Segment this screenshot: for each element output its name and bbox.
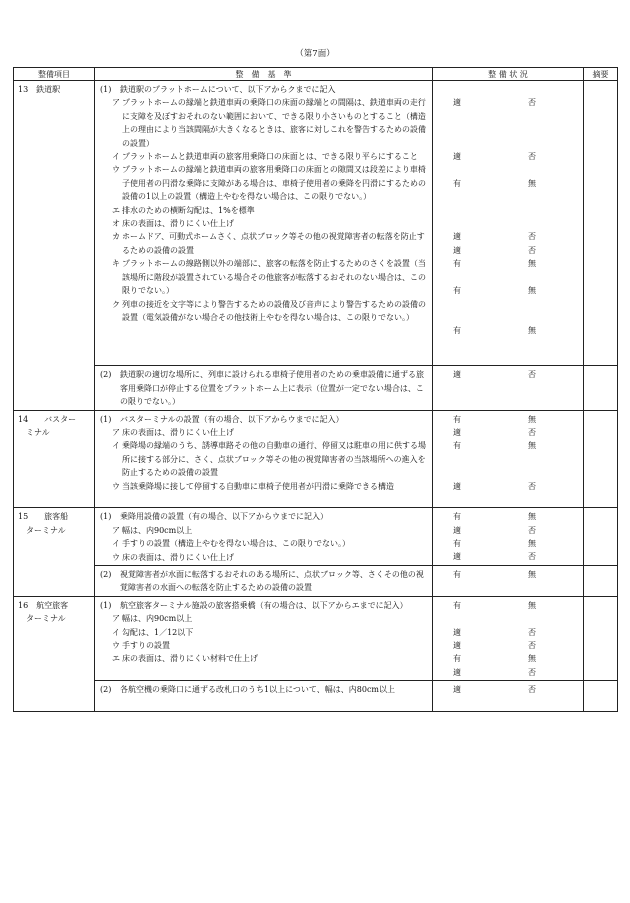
status-option-row [433, 439, 583, 479]
criteria-item-label: ア [112, 98, 120, 108]
criteria-item-text: 鉄道駅のプラットホームについて、以下アからクまでに記入 [120, 85, 336, 94]
criteria-item-text: ホームドア、可動式ホームさく、点状ブロック等その他の視覚障害者の転落を防止するための設備の設置 [122, 232, 425, 255]
status-option-negative: 無 [528, 512, 536, 522]
criteria-item-label: エ [112, 205, 120, 215]
criteria-item-label: ウ [112, 640, 120, 650]
criteria-item-label: ウ [112, 165, 120, 175]
criteria-item-text: 乗降場の縁端のうち、誘導車路その他の自動車の通行、停留又は駐車の用に供する場所に接する部分に、さく、点状ブロック等その他の視覚障害者の当該場所への進入を防止するための設備の設置 [122, 441, 426, 478]
status-option-negative: 無 [528, 285, 536, 295]
criteria-item [100, 368, 428, 408]
criteria-item [100, 413, 428, 426]
status-option-row [433, 96, 583, 150]
criteria-item-label: ア [112, 427, 120, 437]
status-option-negative: 否 [528, 667, 536, 677]
category-label: ターミナル [18, 525, 66, 535]
facility-checklist-table [13, 67, 618, 712]
category-label: ターミナル [18, 614, 66, 624]
status-option-positive: 適 [453, 627, 461, 637]
criteria-item-label: ウ [112, 552, 120, 562]
criteria-item-text: 床の表面は、滑りにくい仕上げ [122, 552, 234, 562]
status-option-row [433, 639, 583, 652]
table-row [14, 508, 618, 566]
criteria-item-text: 手すりの設置（構造上やむを得ない場合は、この限りでない。） [122, 539, 350, 549]
criteria-item-label: ク [112, 299, 120, 309]
status-cell [433, 410, 584, 508]
status-option-row [433, 626, 583, 639]
criteria-item-text: 各航空機の乗降口に通ずる改札口のうち1以上について、幅は、内80cm以上 [120, 685, 396, 695]
criteria-item [100, 551, 428, 564]
criteria-item-text: プラットホームと鉄道車両の旅客用乗降口の床面とは、できる限り平らにすること [122, 152, 418, 162]
criteria-item-label: イ [112, 627, 120, 637]
status-option-row [433, 683, 583, 710]
remarks-cell [584, 565, 618, 596]
status-option-negative: 否 [528, 640, 536, 650]
criteria-cell [95, 681, 433, 712]
status-option-row [433, 426, 583, 439]
status-option-row [433, 480, 583, 507]
status-option-positive: 有 [453, 512, 461, 522]
status-cell [433, 508, 584, 566]
criteria-item [100, 537, 428, 550]
header-remarks: 摘要 [584, 68, 618, 81]
criteria-item [100, 96, 428, 150]
criteria-cell [95, 366, 433, 410]
status-option-positive: 有 [453, 178, 461, 188]
status-option-row [433, 568, 583, 595]
status-option-negative: 無 [528, 600, 536, 610]
status-option-row [433, 510, 583, 523]
category-label: 16 航空旅客 [18, 600, 69, 610]
criteria-item [100, 83, 428, 96]
status-option-row [433, 413, 583, 426]
criteria-item [100, 257, 428, 297]
status-cell [433, 596, 584, 680]
status-option-positive: 適 [453, 525, 461, 535]
category-label: 14 バスター [18, 414, 77, 424]
criteria-item [100, 163, 428, 203]
status-option-row [433, 524, 583, 537]
status-option-negative: 無 [528, 569, 536, 579]
criteria-item-text: バスターミナルの設置（有の場合、以下アからウまでに記入） [120, 414, 344, 424]
table-row [14, 81, 618, 366]
status-option-positive: 適 [453, 232, 461, 242]
table-row [14, 565, 618, 596]
criteria-item-label: イ [112, 539, 120, 549]
status-option-row [433, 150, 583, 177]
criteria-item [100, 599, 428, 612]
status-option-row [433, 230, 583, 243]
category-label: 15 旅客船 [18, 512, 69, 522]
criteria-item-label: ア [112, 525, 120, 535]
criteria-item [100, 426, 428, 439]
criteria-item-label: オ [112, 219, 120, 229]
criteria-item [100, 652, 428, 665]
status-option-row [433, 257, 583, 284]
category-label: 13 鉄道駅 [18, 85, 61, 94]
status-option-row [433, 244, 583, 257]
status-option-positive: 有 [453, 569, 461, 579]
category-label: ミナル [18, 427, 50, 437]
status-option-row [433, 652, 583, 665]
criteria-item-label: イ [112, 441, 120, 451]
status-option-positive: 適 [453, 245, 461, 255]
remarks-cell [584, 596, 618, 680]
criteria-cell [95, 508, 433, 566]
criteria-item-label: (1) [100, 600, 112, 610]
status-option-negative: 否 [528, 685, 536, 695]
criteria-item-text: 排水のための横断勾配は、1%を標準 [122, 205, 255, 215]
status-option-negative: 否 [528, 151, 536, 161]
criteria-item-text: 幅は、内90cm以上 [122, 525, 193, 535]
criteria-item-label: (1) [100, 85, 112, 94]
criteria-item [100, 510, 428, 523]
status-cell [433, 366, 584, 410]
criteria-item [100, 150, 428, 163]
status-option-negative: 否 [528, 481, 536, 491]
status-option-negative: 否 [528, 525, 536, 535]
status-option-negative: 無 [528, 326, 536, 336]
status-option-negative: 否 [528, 552, 536, 562]
status-option-positive: 有 [453, 285, 461, 295]
status-option-negative: 無 [528, 414, 536, 424]
table-header-row [14, 68, 618, 81]
status-option-positive: 適 [453, 640, 461, 650]
criteria-item [100, 524, 428, 537]
criteria-item [100, 568, 428, 595]
criteria-item [100, 204, 428, 217]
criteria-item [100, 480, 428, 493]
table-row [14, 410, 618, 508]
remarks-cell [584, 681, 618, 712]
category-cell [14, 81, 95, 411]
status-option-negative: 否 [528, 627, 536, 637]
page-number: （第7面） [295, 49, 335, 59]
criteria-item [100, 683, 428, 696]
criteria-item-text: 幅は、内90cm以上 [122, 614, 193, 624]
status-option-row [433, 666, 583, 679]
criteria-item-label: カ [112, 232, 120, 242]
status-option-negative: 否 [528, 232, 536, 242]
table-row [14, 596, 618, 680]
criteria-item [100, 612, 428, 625]
status-option-negative: 無 [528, 178, 536, 188]
criteria-item-text: 乗降用設備の設置（有の場合、以下アからウまでに記入） [120, 512, 328, 522]
criteria-item-text: プラットホームの縁端と鉄道車両の旅客用乗降口の床面との隙間又は段差により車椅子使用者の円滑な乗降に支障がある場合は、車椅子使用者の乗降を円滑にするための設備の1以上の設置（構造上やむを得ない場合は、この限りでない。） [122, 165, 426, 202]
status-option-row [433, 284, 583, 324]
remarks-cell [584, 366, 618, 410]
criteria-item [100, 217, 428, 230]
status-option-positive: 有 [453, 654, 461, 664]
status-cell [433, 81, 584, 366]
status-option-positive: 有 [453, 259, 461, 269]
criteria-item [100, 230, 428, 257]
status-option-positive: 有 [453, 600, 461, 610]
status-option-negative: 無 [528, 441, 536, 451]
status-option-positive: 適 [453, 552, 461, 562]
table-body [14, 81, 618, 712]
status-option-positive: 有 [453, 539, 461, 549]
status-option-positive: 適 [453, 481, 461, 491]
category-cell [14, 508, 95, 596]
header-item: 整備項目 [14, 68, 95, 81]
table-row [14, 681, 618, 712]
criteria-item-text: 鉄道駅の適切な場所に、列車に設けられる車椅子使用者のための乗車設備に通ずる旅客用乗降口が停止する位置をプラットホーム上に表示（位置が一定でない場合は、この限りでない。） [120, 370, 424, 407]
criteria-item-text: 航空旅客ターミナル施設の旅客搭乗橋（有の場合は、以下アからエまでに記入） [120, 600, 408, 610]
criteria-item-text: 列車の接近を文字等により警告するための設備及び音声により警告するための設備の設置（電気設備がない場合その他技術上やむを得ない場合は、この限りでない。） [122, 299, 426, 322]
criteria-item-label: エ [112, 654, 120, 664]
remarks-cell [584, 508, 618, 566]
criteria-item-label: キ [112, 259, 120, 269]
criteria-item-label: (2) [100, 370, 112, 380]
criteria-cell [95, 81, 433, 366]
status-option-positive: 適 [453, 98, 461, 108]
status-option-positive: 適 [453, 151, 461, 161]
criteria-item [100, 626, 428, 639]
status-option-positive: 有 [453, 326, 461, 336]
criteria-item [100, 639, 428, 652]
criteria-item-text: 床の表面は、滑りにくい仕上げ [122, 427, 234, 437]
criteria-item [100, 439, 428, 479]
status-option-positive: 適 [453, 667, 461, 677]
status-option-positive: 適 [453, 427, 461, 437]
status-option-positive: 有 [453, 441, 461, 451]
criteria-item-text: プラットホームの縁端と鉄道車両の乗降口の床面の縁端との間隔は、鉄道車両の走行に支障を及ぼすおそれのない範囲において、できる限り小さいものとすること（構造上の理由により当該間隔が大きくなるときは、旅客に対しこれを警告するための設備の設置） [122, 98, 426, 148]
criteria-item-text: 勾配は、1／12以下 [122, 627, 194, 637]
status-option-negative: 否 [528, 370, 536, 380]
criteria-cell [95, 596, 433, 680]
status-option-row [433, 177, 583, 231]
status-cell [433, 681, 584, 712]
status-option-row [433, 550, 583, 563]
status-option-positive: 適 [453, 370, 461, 380]
criteria-item-label: ア [112, 614, 120, 624]
criteria-cell [95, 410, 433, 508]
status-option-negative: 無 [528, 259, 536, 269]
status-option-negative: 無 [528, 654, 536, 664]
remarks-cell [584, 81, 618, 366]
category-cell [14, 410, 95, 508]
criteria-item-text: 床の表面は、滑りにくい仕上げ [122, 219, 234, 229]
status-option-negative: 否 [528, 245, 536, 255]
status-option-negative: 無 [528, 539, 536, 549]
status-option-positive: 適 [453, 685, 461, 695]
criteria-item-label: (1) [100, 414, 112, 424]
criteria-item-label: (2) [100, 685, 112, 695]
category-cell [14, 596, 95, 711]
header-standard: 整 備 基 準 [95, 68, 433, 81]
criteria-item-text: プラットホームの線路側以外の端部に、旅客の転落を防止するためのさくを設置（当該場所に階段が設置されている場合その他旅客が転落するおそれのない場合は、この限りでない。） [122, 259, 426, 296]
status-option-row [433, 599, 583, 626]
remarks-cell [584, 410, 618, 508]
criteria-item-text: 当該乗降場に接して停留する自動車に車椅子使用者が円滑に乗降できる構造 [122, 481, 394, 491]
criteria-item-label: イ [112, 152, 120, 162]
criteria-cell [95, 565, 433, 596]
criteria-item-label: (2) [100, 569, 112, 579]
status-option-row [433, 83, 583, 96]
criteria-item-text: 視覚障害者が水面に転落するおそれのある場所に、点状ブロック等、さくその他の視覚障害者の水面への転落を防止するための設備の設置 [120, 569, 424, 593]
status-option-row [433, 324, 583, 364]
status-option-row [433, 537, 583, 550]
status-option-positive: 有 [453, 414, 461, 424]
status-option-negative: 否 [528, 98, 536, 108]
status-option-negative: 否 [528, 427, 536, 437]
status-cell [433, 565, 584, 596]
criteria-item-text: 手すりの設置 [122, 640, 170, 650]
criteria-item-label: (1) [100, 512, 112, 522]
criteria-item-label: ウ [112, 481, 120, 491]
criteria-item [100, 298, 428, 325]
header-status: 整 備 状 況 [433, 68, 584, 81]
status-option-row [433, 368, 583, 408]
table-row [14, 366, 618, 410]
criteria-item-text: 床の表面は、滑りにくい材料で仕上げ [122, 654, 258, 664]
